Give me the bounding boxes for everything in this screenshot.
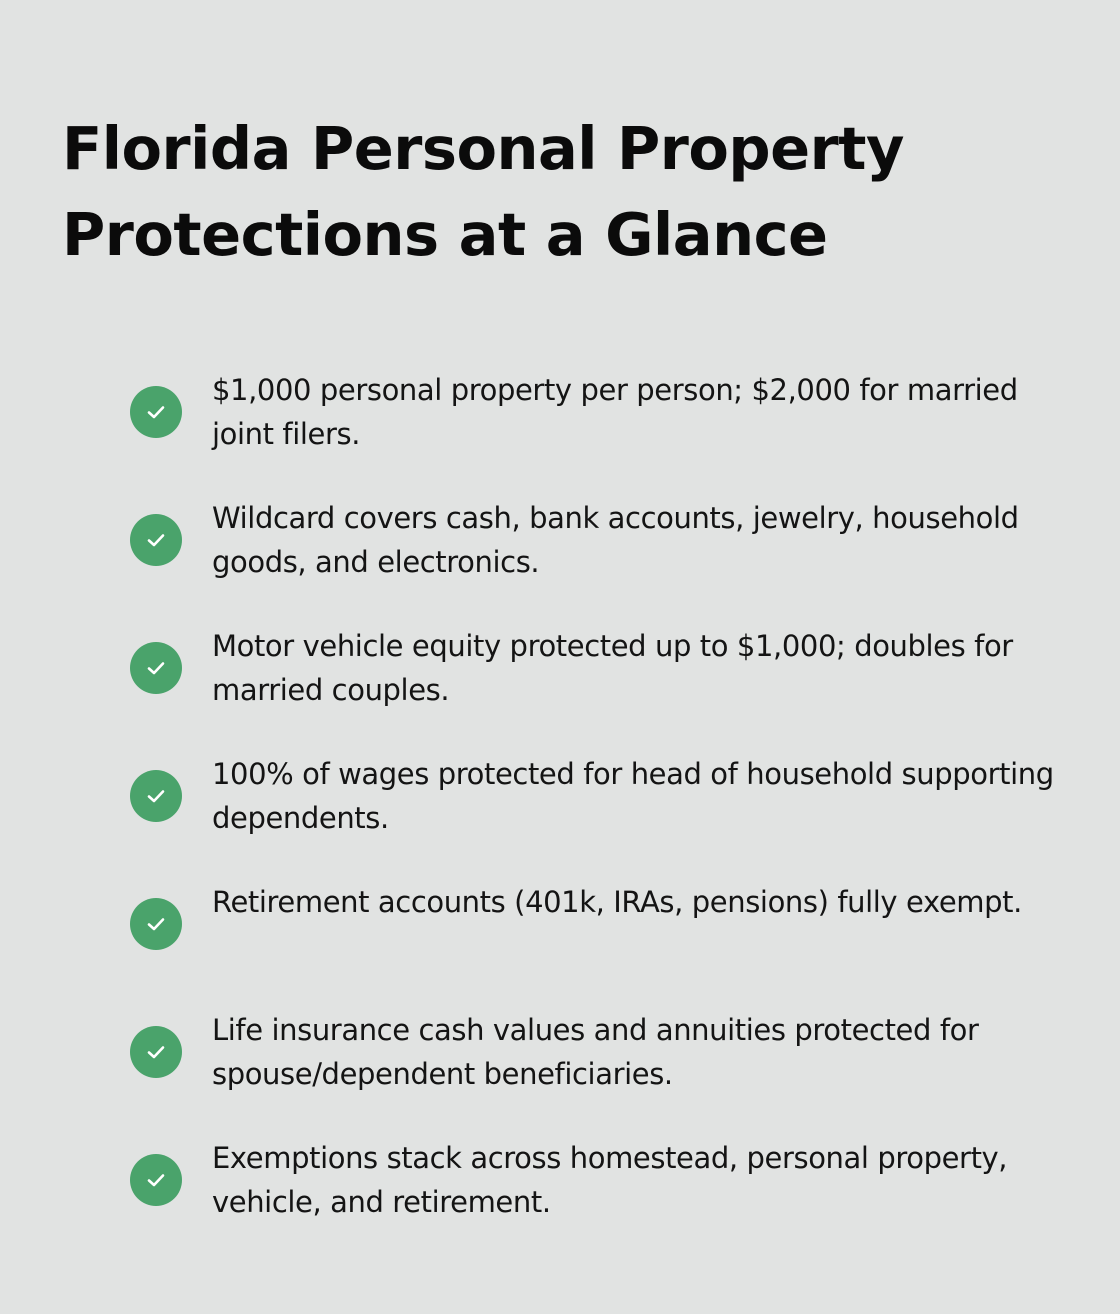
list-item [130, 496, 1060, 624]
list-item-text: $1,000 personal property per person; $2,000 for married joint filers. [212, 373, 1018, 451]
list-item-text: Retirement accounts (401k, IRAs, pensions) fully exempt. [212, 885, 1022, 919]
check-icon [130, 386, 182, 438]
check-icon [130, 1026, 182, 1078]
list-item [130, 368, 1060, 496]
check-icon [130, 1154, 182, 1206]
check-icon [130, 514, 182, 566]
check-icon [130, 770, 182, 822]
page-title: Florida Personal Property Protections at a Glance [62, 114, 904, 269]
check-icon [130, 642, 182, 694]
list-item-text: 100% of wages protected for head of household supporting dependents. [212, 757, 1054, 835]
list-item [130, 624, 1060, 752]
list-item-text: Life insurance cash values and annuities protected for spouse/dependent beneficiaries. [212, 1013, 979, 1091]
check-icon [130, 898, 182, 950]
list-item-text: Motor vehicle equity protected up to $1,000; doubles for married couples. [212, 629, 1013, 707]
list-item [130, 880, 1060, 1008]
list-item-text: Wildcard covers cash, bank accounts, jewelry, household goods, and electronics. [212, 501, 1019, 579]
exemptions-checklist [130, 368, 1060, 1264]
list-item [130, 1008, 1060, 1136]
list-item [130, 752, 1060, 880]
list-item-text: Exemptions stack across homestead, personal property, vehicle, and retirement. [212, 1141, 1008, 1219]
list-item [130, 1136, 1060, 1264]
